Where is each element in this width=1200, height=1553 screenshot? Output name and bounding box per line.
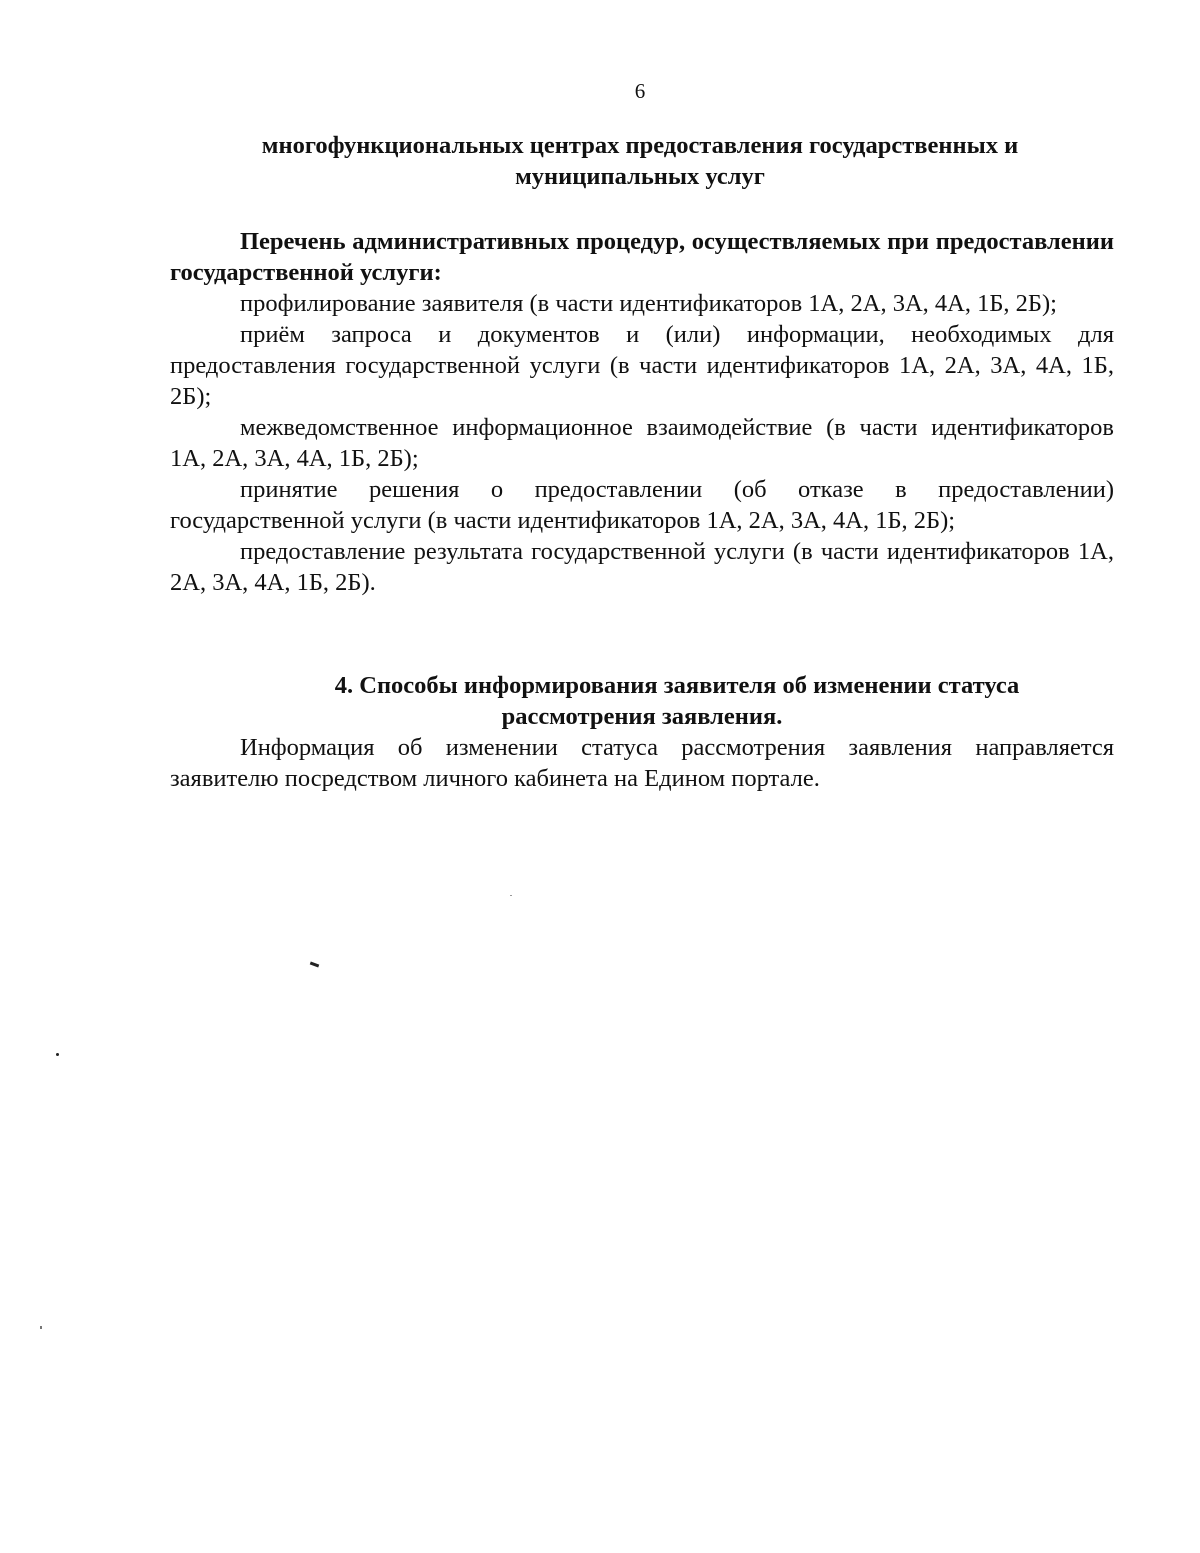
procedures-list-intro: Перечень административных процедур, осуществляемых при предоставлении государственной услуги: [170, 228, 1114, 286]
section-4-heading-line-2: рассмотрения заявления. [501, 703, 783, 730]
section-4-heading [170, 670, 1114, 732]
procedure-item: принятие решения о предоставлении (об отказе в предоставлении) государственной услуги (в части идентификаторов 1А, 2А, 3А, 4А, 1Б, 2Б); [170, 476, 1114, 534]
procedure-item: межведомственное информационное взаимодействие (в части идентификаторов 1А, 2А, 3А, 4А, 1Б, 2Б); [170, 414, 1114, 472]
section-4-heading-line-1: 4. Способы информирования заявителя об изменении статуса [334, 672, 1020, 699]
scan-artifact-dot [40, 1326, 42, 1329]
procedures-block [170, 226, 1114, 598]
section-4-body: Информация об изменении статуса рассмотрения заявления направляется заявителю посредством личного кабинета на Едином портале. [170, 734, 1114, 792]
section-heading-line-2: муниципальных услуг [515, 163, 765, 190]
section-heading-mfc [170, 130, 1110, 192]
scan-artifact-dot [56, 1053, 59, 1056]
page-number: 6 [634, 79, 646, 103]
scan-artifact-dash [310, 962, 319, 968]
procedure-item: приём запроса и документов и (или) информации, необходимых для предоставления государственной услуги (в части идентификаторов 1А, 2А, 3А, 4А, 1Б, 2Б); [170, 321, 1114, 410]
scan-artifact-dot [510, 895, 512, 896]
procedure-item: профилирование заявителя (в части идентификаторов 1А, 2А, 3А, 4А, 1Б, 2Б); [240, 290, 1057, 317]
section-heading-line-1: многофункциональных центрах предоставления государственных и [261, 132, 1019, 159]
procedure-item: предоставление результата государственной услуги (в части идентификаторов 1А, 2А, 3А, 4А, 1Б, 2Б). [170, 538, 1114, 596]
